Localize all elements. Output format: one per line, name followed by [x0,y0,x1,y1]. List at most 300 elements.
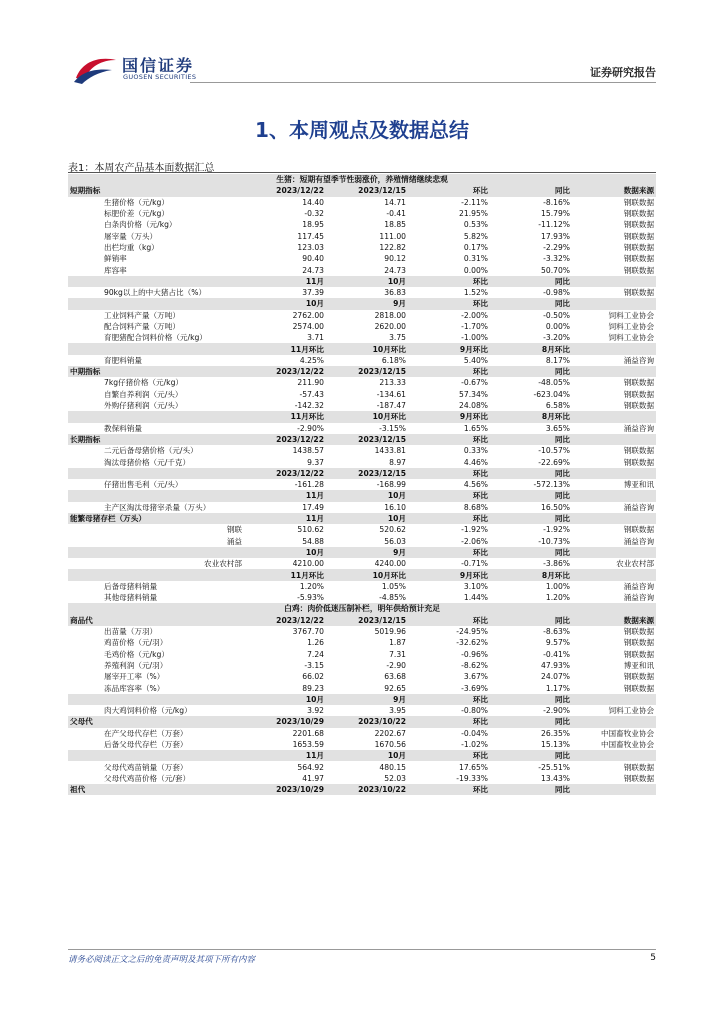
value-cell: 5.82% [463,231,488,241]
value-cell: 123.03 [297,242,324,252]
table-body [68,174,656,795]
indicator-label-cell: 父母代鸡苗销量（万套） [104,762,188,772]
table-header-row [68,547,656,558]
indicator-label-cell: 生猪价格（元/kg） [104,197,169,207]
value-cell: 7.24 [307,649,324,659]
header-cell: 环比 [408,716,490,727]
section-label-cell: 中期指标 [68,366,244,377]
table-row [68,626,656,637]
table-row [68,219,656,230]
value-cell: 90.12 [384,254,406,264]
indicator-label-cell: 配合饲料产量（万吨） [104,322,180,331]
table-header-row [68,185,656,196]
value-cell: -0.71% [461,559,488,569]
header-cell: 环比 [408,615,490,626]
value-cell: 24.73 [302,265,324,275]
value-cell: 90.40 [302,254,324,264]
table-banner-row [68,603,656,614]
table-row [68,332,656,343]
header-cell [572,784,656,795]
value-cell: 钢联数据 [623,649,655,659]
header-cell: 2023/10/22 [326,784,408,795]
indicator-label-cell: 外购仔猪利润（元/头） [104,401,183,411]
table-row [68,445,656,456]
value-cell: -19.33% [456,773,488,783]
header-cell: 环比 [408,784,490,795]
header-cell [572,298,656,309]
table-row [68,773,656,784]
header-cell: 同比 [490,694,572,705]
value-cell: -2.00% [461,310,488,320]
indent-cell [68,310,102,321]
table-row [68,581,656,592]
table-row [68,389,656,400]
section-label-cell [68,468,244,479]
value-cell: -8.63% [543,627,570,637]
indicator-label-cell: 主产区淘汰母猪宰杀量（万头） [104,502,211,512]
value-cell: 50.70% [541,265,570,275]
header-cell: 同比 [490,366,572,377]
value-cell: -57.43 [299,389,324,399]
indent-cell [68,321,102,332]
value-cell: 1653.59 [292,739,324,749]
indicator-label-cell: 肉大鸡饲料价格（元/kg） [104,706,192,716]
table-row [68,264,656,275]
brand-name-cn: 国信证券 [122,56,195,75]
header-cell: 2023/10/29 [244,784,326,795]
section-label-cell [68,411,244,422]
table-row [68,197,656,208]
header-cell: 环比 [408,694,490,705]
value-cell: 涌益咨询 [623,502,655,512]
value-cell: 1438.57 [292,446,324,456]
header-cell [572,434,656,445]
header-cell [572,366,656,377]
value-cell: 中国畜牧业协会 [600,728,655,738]
indicator-label-cell: 淘汰母猪价格（元/千克） [104,457,191,467]
header-cell: 环比 [408,547,490,558]
section-label-cell [68,298,244,309]
value-cell: -623.04% [533,389,570,399]
value-cell: -1.00% [461,333,488,343]
table-row [68,682,656,693]
header-cell: 9月 [326,694,408,705]
value-cell: 2818.00 [374,310,406,320]
value-cell: 1.65% [463,423,488,433]
value-cell: 24.08% [459,401,488,411]
table-header-row [68,343,656,354]
indicator-label-cell: 90kg以上的中大猪占比（%） [104,288,207,298]
header-cell: 环比 [408,750,490,761]
indent-cell [68,479,102,490]
value-cell: -4.85% [379,593,406,603]
header-cell [572,490,656,501]
table-row [68,637,656,648]
table-row [68,705,656,716]
header-cell: 8月环比 [490,411,572,422]
value-cell: 2202.67 [374,728,406,738]
sub-label-cell: 涌益 [226,536,242,546]
header-cell [572,716,656,727]
header-cell: 2023/12/15 [326,185,408,196]
value-cell: 1.20% [299,581,324,591]
value-cell: 1.20% [545,593,570,603]
value-cell: -0.04% [461,728,488,738]
value-cell: -0.98% [543,288,570,298]
value-cell: -1.92% [543,525,570,535]
value-cell: -134.61 [376,389,406,399]
value-cell: 饲料工业协会 [608,333,655,343]
table-row [68,377,656,388]
table-row [68,739,656,750]
indicator-label-cell: 屠宰量（万头） [104,231,158,241]
header-cell [572,750,656,761]
indent-cell [68,456,102,467]
table-row [68,592,656,603]
header-cell: 数据来源 [572,185,656,196]
value-cell: 涌益咨询 [623,536,655,546]
header-cell: 11月环比 [244,569,326,580]
value-cell: 4.25% [299,355,324,365]
header-cell: 2023/12/15 [326,434,408,445]
value-cell: 3.92 [307,706,324,716]
header-cell: 9月 [326,298,408,309]
header-cell: 同比 [490,298,572,309]
table-row [68,242,656,253]
header-cell: 10月环比 [326,343,408,354]
agri-fundamentals-table [68,174,656,795]
indent-cell [68,648,102,659]
value-cell: -142.32 [294,401,324,411]
value-cell: 0.53% [463,220,488,230]
value-cell: 0.17% [463,242,488,252]
indent-cell [68,761,102,772]
header-cell: 11月 [244,490,326,501]
value-cell: 3.67% [463,672,488,682]
header-cell: 10月环比 [326,569,408,580]
indent-cell [68,626,102,637]
value-cell: 钢联数据 [623,401,655,411]
value-cell: -0.50% [543,310,570,320]
value-cell: 钢联数据 [623,683,655,693]
value-cell: 1.00% [545,581,570,591]
indent-cell [68,739,102,750]
value-cell: 21.95% [459,209,488,219]
header-cell: 同比 [490,434,572,445]
value-cell: -2.11% [461,197,488,207]
value-cell: -0.41 [386,209,406,219]
table-row [68,400,656,411]
value-cell: 47.93% [541,660,570,670]
value-cell: -11.12% [538,220,570,230]
table-header-row [68,366,656,377]
banner-cell: 生猪：短期有望季节性弱涨价，养殖情绪继续悲观 [68,174,656,185]
value-cell: 8.68% [463,502,488,512]
indicator-label-cell: 鸡苗价格（元/羽） [104,638,168,648]
indicator-label-cell: 毛鸡价格（元/kg） [104,649,169,659]
value-cell: 56.03 [384,536,406,546]
value-cell: 钢联数据 [623,378,655,388]
value-cell: -10.73% [538,536,570,546]
value-cell: 2574.00 [292,322,324,331]
value-cell: 18.95 [302,220,324,230]
table-header-row [68,298,656,309]
indent-cell [68,389,102,400]
value-cell: 4240.00 [374,559,406,569]
header-cell: 环比 [408,366,490,377]
header-cell: 11月环比 [244,343,326,354]
value-cell: -25.51% [538,762,570,772]
value-cell: -168.99 [376,480,406,490]
guosen-logo-icon [72,52,118,86]
header-cell: 11月 [244,276,326,287]
value-cell: -0.80% [461,706,488,716]
value-cell: 9.57% [545,638,570,648]
table-top-rule [68,172,656,173]
value-cell: 1.26 [307,638,324,648]
indent-cell [68,219,102,230]
value-cell: -0.32 [304,209,324,219]
indicator-label-cell: 自繁自养利润（元/头） [104,389,183,399]
table-header-row [68,694,656,705]
table-header-row [68,750,656,761]
value-cell: -161.28 [294,480,324,490]
header-cell [572,276,656,287]
header-cell: 9月环比 [408,343,490,354]
value-cell: -1.92% [461,525,488,535]
header-cell: 11月环比 [244,411,326,422]
table-header-row [68,468,656,479]
table-header-row [68,411,656,422]
table-row [68,321,656,332]
header-cell: 10月 [326,490,408,501]
value-cell: 0.00% [545,322,570,331]
value-cell: 17.49 [302,502,324,512]
indent-cell [68,502,102,513]
value-cell: 博亚和讯 [623,660,655,670]
section-label-cell: 能繁母猪存栏（万头） [68,513,244,524]
table-header-row [68,513,656,524]
value-cell: 6.58% [545,401,570,411]
header-cell [572,343,656,354]
indent-cell [68,355,102,366]
indent-cell [68,705,102,716]
header-cell: 8月环比 [490,569,572,580]
table-row [68,660,656,671]
value-cell: -3.20% [543,333,570,343]
indent-cell [68,637,102,648]
section-label-cell: 短期指标 [68,185,244,196]
value-cell: -10.57% [538,446,570,456]
value-cell: 钢联数据 [623,773,655,783]
header-cell: 2023/12/22 [244,468,326,479]
value-cell: 0.31% [463,254,488,264]
section-label-cell [68,547,244,558]
value-cell: 钢联数据 [623,762,655,772]
header-cell: 2023/12/15 [326,366,408,377]
sub-label-cell: 农业农村部 [204,559,242,569]
header-cell: 同比 [490,513,572,524]
header-cell [572,468,656,479]
header-cell: 同比 [490,784,572,795]
value-cell: 博亚和讯 [623,480,655,490]
value-cell: 6.18% [381,355,406,365]
value-cell: 3.65% [545,423,570,433]
table-row [68,761,656,772]
header-cell: 2023/12/22 [244,185,326,196]
indicator-label-cell: 出栏均重（kg） [104,242,159,252]
value-cell: 1.44% [463,593,488,603]
value-cell: 24.73 [384,265,406,275]
indicator-label-cell: 仔猪出售毛利（元/头） [104,480,183,490]
indicator-label-cell: 育肥料销量 [104,355,142,365]
value-cell: 1670.56 [374,739,406,749]
header-cell: 11月 [244,513,326,524]
value-cell: 92.65 [384,683,406,693]
value-cell: 涌益咨询 [623,355,655,365]
value-cell: 211.90 [297,378,324,388]
table-row [68,648,656,659]
indicator-label-cell: 白条肉价格（元/kg） [104,220,177,230]
header-cell: 9月 [326,547,408,558]
indicator-label-cell: 标肥价差（元/kg） [104,209,169,219]
value-cell: 14.40 [302,197,324,207]
brand-name-en: GUOSEN SECURITIES [123,73,197,81]
value-cell: 17.93% [541,231,570,241]
indent-cell [68,728,102,739]
table-row [68,728,656,739]
header-cell [572,569,656,580]
table-row [68,536,656,547]
value-cell: 2762.00 [292,310,324,320]
value-cell: 钢联数据 [623,638,655,648]
value-cell: 8.17% [545,355,570,365]
value-cell: 16.10 [384,502,406,512]
value-cell: 17.65% [459,762,488,772]
value-cell: 3.95 [389,706,406,716]
indicator-label-cell: 鲜销率 [104,254,127,264]
value-cell: 4.46% [463,457,488,467]
value-cell: -0.41% [543,649,570,659]
indicator-label-cell: 其他母猪料销量 [104,593,158,603]
header-cell: 2023/12/15 [326,615,408,626]
header-cell: 同比 [490,750,572,761]
section-label-cell [68,490,244,501]
value-cell: 18.85 [384,220,406,230]
indent-cell [68,445,102,456]
header-cell: 环比 [408,513,490,524]
indicator-label-cell: 库容率 [104,265,127,275]
value-cell: 钢联数据 [623,627,655,637]
header-cell: 环比 [408,185,490,196]
indent-cell [68,682,102,693]
value-cell: 农业农村部 [616,559,655,569]
indent-cell [68,253,102,264]
value-cell: 涌益咨询 [623,581,655,591]
value-cell: 520.62 [379,525,406,535]
indicator-label-cell: 屠宰开工率（%） [104,672,165,682]
header-cell [572,411,656,422]
value-cell: 1.87 [389,638,406,648]
value-cell: 5019.96 [374,627,406,637]
header-cell: 同比 [490,276,572,287]
value-cell: 63.68 [384,672,406,682]
indicator-label-cell: 出苗量（万羽） [104,627,158,637]
indicator-label-cell: 在产父母代存栏（万套） [104,728,188,738]
table-header-row [68,615,656,626]
header-cell: 环比 [408,468,490,479]
header-cell: 同比 [490,547,572,558]
indicator-label-cell: 育肥猪配合饲料价格（元/kg） [104,333,207,343]
value-cell: 1.52% [463,288,488,298]
section-label-cell [68,750,244,761]
value-cell: -187.47 [376,401,406,411]
value-cell: 24.07% [541,672,570,682]
page-header [0,0,724,90]
value-cell: 3.75 [389,333,406,343]
indent-cell [68,242,102,253]
indicator-label-cell: 父母代鸡苗价格（元/套） [104,773,191,783]
disclaimer-text: 请务必阅读正文之后的免责声明及其项下所有内容 [68,955,256,965]
value-cell: 117.45 [297,231,324,241]
value-cell: 7.31 [389,649,406,659]
value-cell: 饲料工业协会 [608,322,655,331]
value-cell: 钢联数据 [623,265,655,275]
value-cell: 3.71 [307,333,324,343]
table-row [68,524,656,535]
value-cell: 8.97 [389,457,406,467]
indent-cell [68,264,102,275]
value-cell: 57.34% [459,389,488,399]
page-number: 5 [650,953,656,963]
header-cell [572,513,656,524]
header-cell [572,694,656,705]
indicator-label-cell: 教保料销量 [104,423,142,433]
section-label-cell: 长期指标 [68,434,244,445]
value-cell: 3.10% [463,581,488,591]
value-cell: 饲料工业协会 [608,310,655,320]
value-cell: 钢联数据 [623,254,655,264]
value-cell: 54.88 [302,536,324,546]
value-cell: -2.90% [297,423,324,433]
data-table-container [68,174,656,795]
table-row [68,502,656,513]
indent-cell [68,558,102,569]
header-cell: 10月 [244,547,326,558]
value-cell: 510.62 [297,525,324,535]
table-row [68,355,656,366]
value-cell: 0.00% [463,265,488,275]
value-cell: 钢联数据 [623,231,655,241]
indent-cell [68,230,102,241]
value-cell: 15.79% [541,209,570,219]
indent-cell [68,208,102,219]
indent-cell [68,581,102,592]
value-cell: 钢联数据 [623,446,655,456]
table-header-row [68,276,656,287]
value-cell: 钢联数据 [623,525,655,535]
value-cell: -2.90 [386,660,406,670]
indent-cell [68,400,102,411]
value-cell: 3767.70 [292,627,324,637]
value-cell: 41.97 [302,773,324,783]
header-cell: 2023/12/22 [244,615,326,626]
value-cell: 钢联数据 [623,389,655,399]
section-label-cell [68,343,244,354]
value-cell: 9.37 [307,457,324,467]
header-cell: 2023/12/22 [244,434,326,445]
header-cell: 环比 [408,276,490,287]
